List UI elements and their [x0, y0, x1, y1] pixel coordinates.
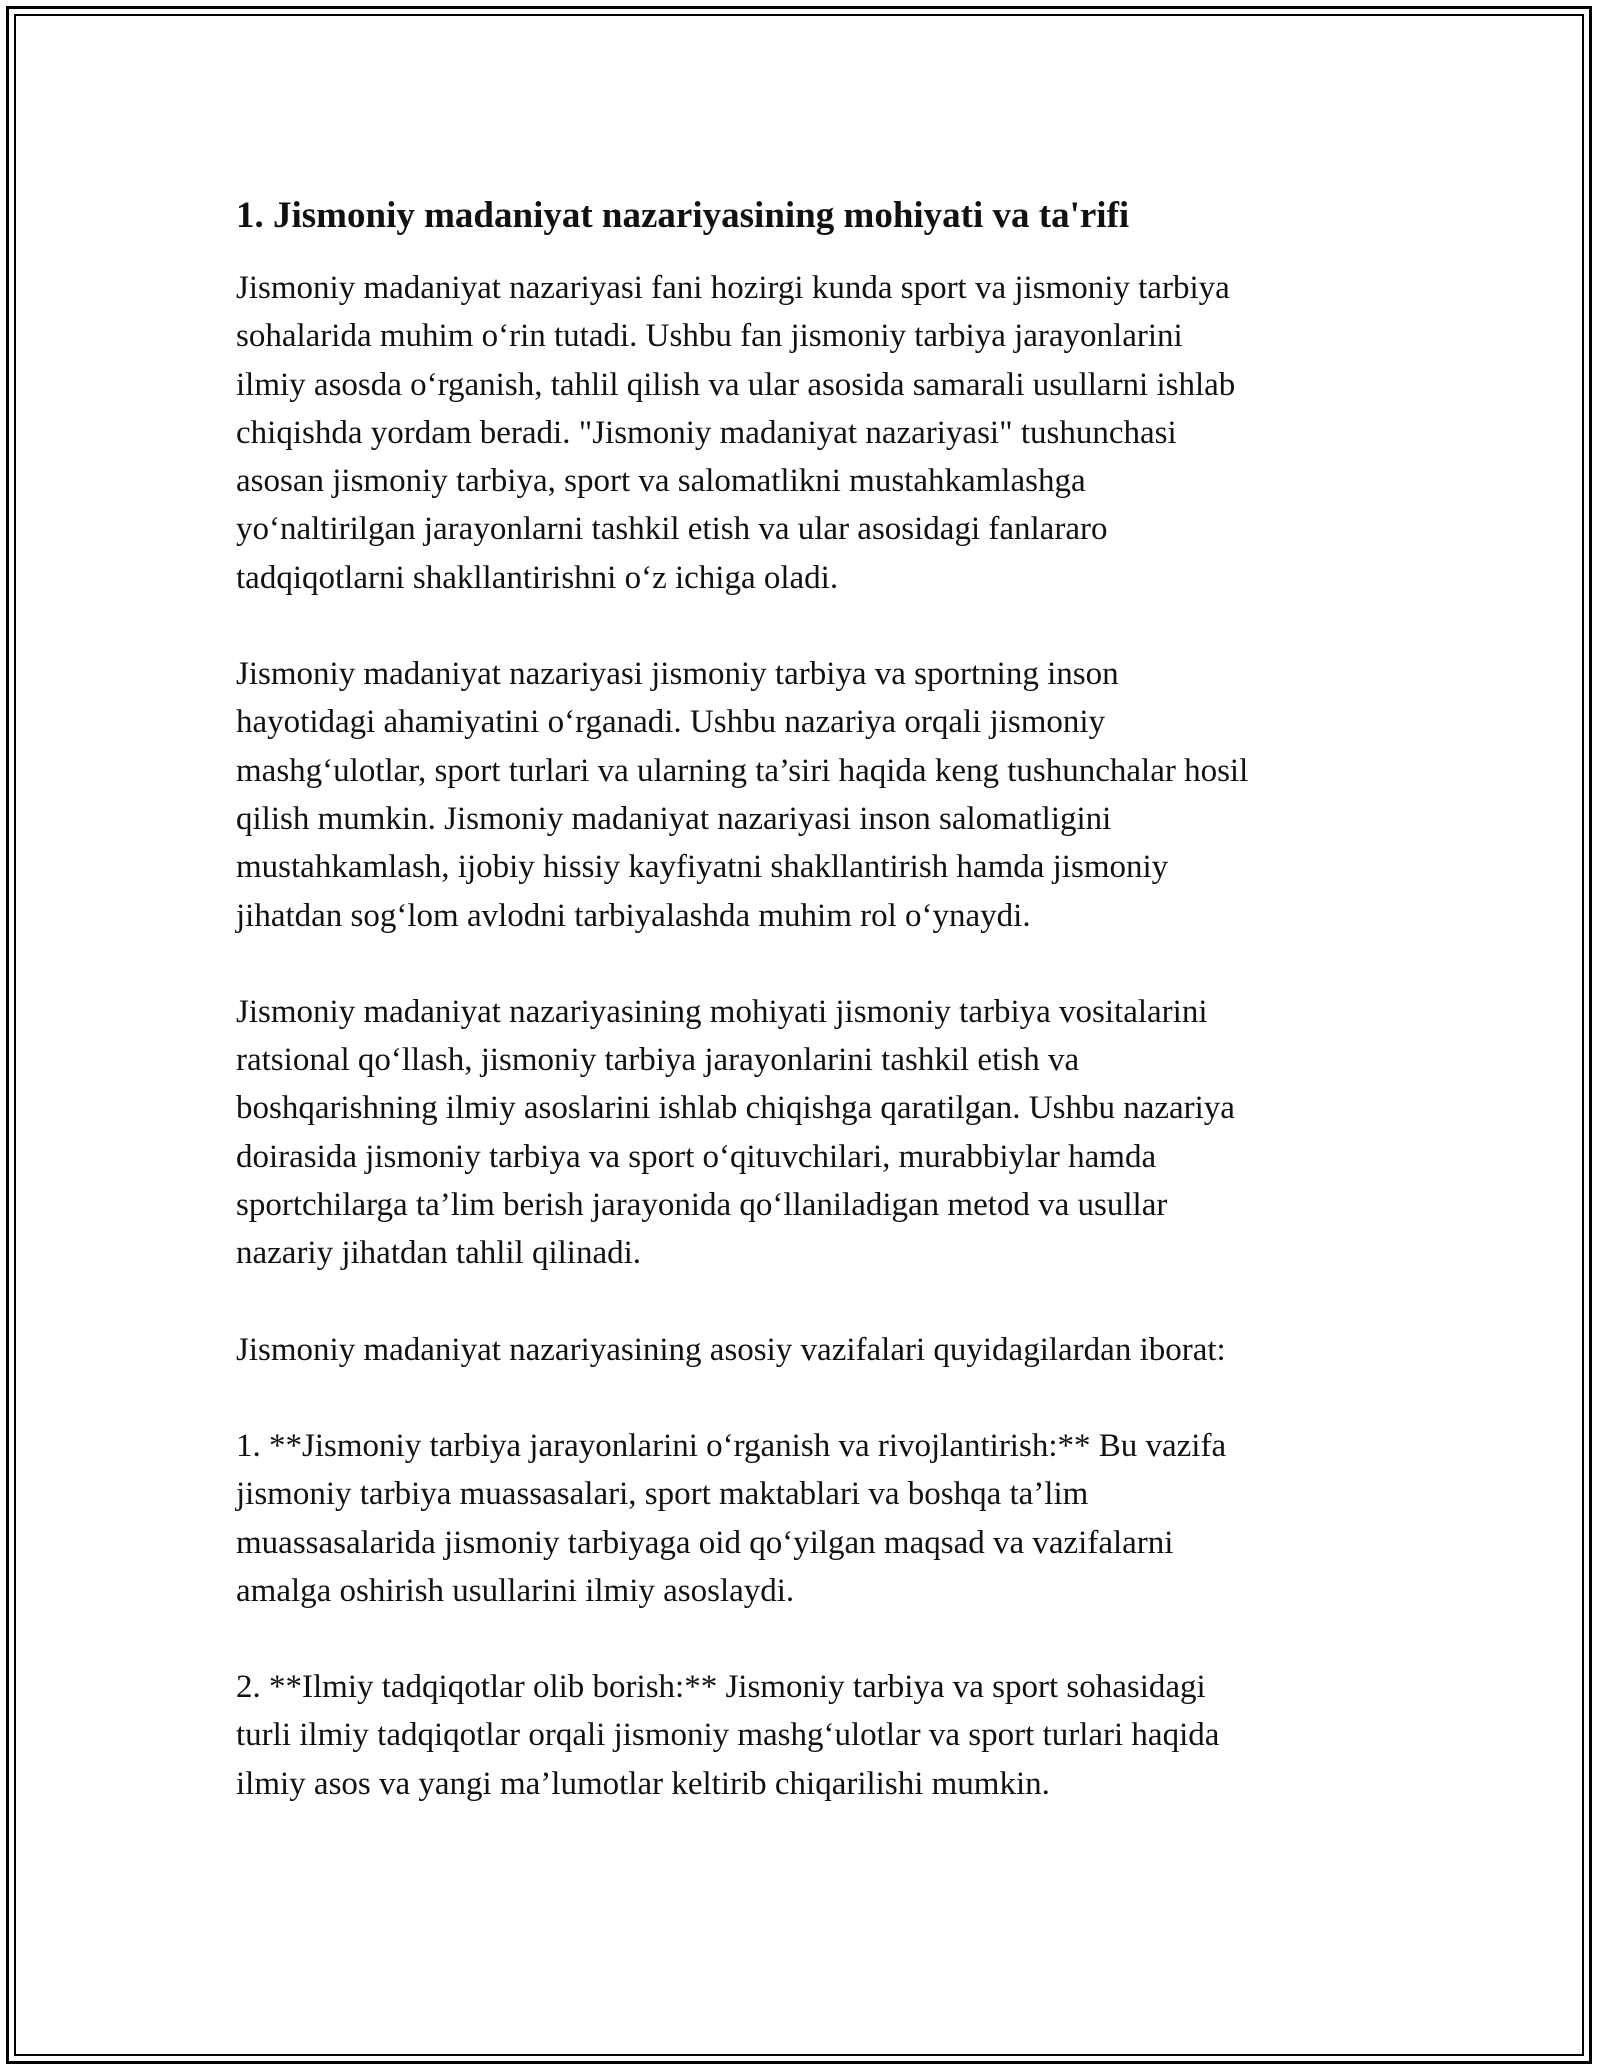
paragraph-tasks-intro: Jismoniy madaniyat nazariyasining asosiy vazifalari quyidagilardan iborat: [236, 1331, 1226, 1368]
paragraph-importance: Jismoniy madaniyat nazariyasi jismoniy tarbiya va sportning inson hayotidagi ahamiyatini o‘rganadi. Ushbu nazariya orqali jismoniy mashg‘ulotlar, sport turlari va ularning ta’siri haqida keng tushunchalar hosil qilish mumkin. Jismoniy madaniyat nazariyasi inson salomatligini mustahkamlash, ijobiy hissiy kayfiyatni shakllantirish hamda jismoniy jihatdan sog‘lom avlodni tarbiyalashda muhim rol o‘ynaydi. [236, 656, 1249, 934]
list-item-task-1: 1. **Jismoniy tarbiya jarayonlarini o‘rganish va rivojlantirish:** Bu vazifa jismoniy tarbiya muassasalari, sport maktablari va boshqa ta’lim muassasalarida jismoniy tarbiyaga oid qo‘yilgan maqsad va vazifalarni amalga oshirish usullarini ilmiy asoslaydi. [236, 1427, 1227, 1609]
paragraph-intro: Jismoniy madaniyat nazariyasi fani hozirgi kunda sport va jismoniy tarbiya sohalarida muhim o‘rin tutadi. Ushbu fan jismoniy tarbiya jarayonlarini ilmiy asosda o‘rganish, tahlil qilish va ular asosida samarali usullarni ishlab chiqishda yordam beradi. "Jismoniy madaniyat nazariyasi" tushunchasi asosan jismoniy tarbiya, sport va salomatlikni mustahkamlashga yo‘naltirilgan jarayonlarni tashkil etish va ular asosidagi fanlararo tadqiqotlarni shakllantirishni o‘z ichiga oladi. [236, 270, 1236, 596]
section-heading: 1. Jismoniy madaniyat nazariyasining mohiyati va ta'rifi [236, 195, 1130, 236]
paragraph-essence: Jismoniy madaniyat nazariyasining mohiyati jismoniy tarbiya vositalarini ratsional qo‘llash, jismoniy tarbiya jarayonlarini tashkil etish va boshqarishning ilmiy asoslarini ishlab chiqishga qaratilgan. Ushbu nazariya doirasida jismoniy tarbiya va sport o‘qituvchilari, murabbiylar hamda sportchilarga ta’lim berish jarayonida qo‘llaniladigan metod va usullar nazariy jihatdan tahlil qilinadi. [236, 993, 1235, 1272]
document-body [236, 190, 1376, 1856]
list-item-task-2: 2. **Ilmiy tadqiqotlar olib borish:** Jismoniy tarbiya va sport sohasidagi turli ilmiy tadqiqotlar orqali jismoniy mashg‘ulotlar va sport turlari haqida ilmiy asos va yangi ma’lumotlar keltirib chiqarilishi mumkin. [236, 1669, 1220, 1802]
